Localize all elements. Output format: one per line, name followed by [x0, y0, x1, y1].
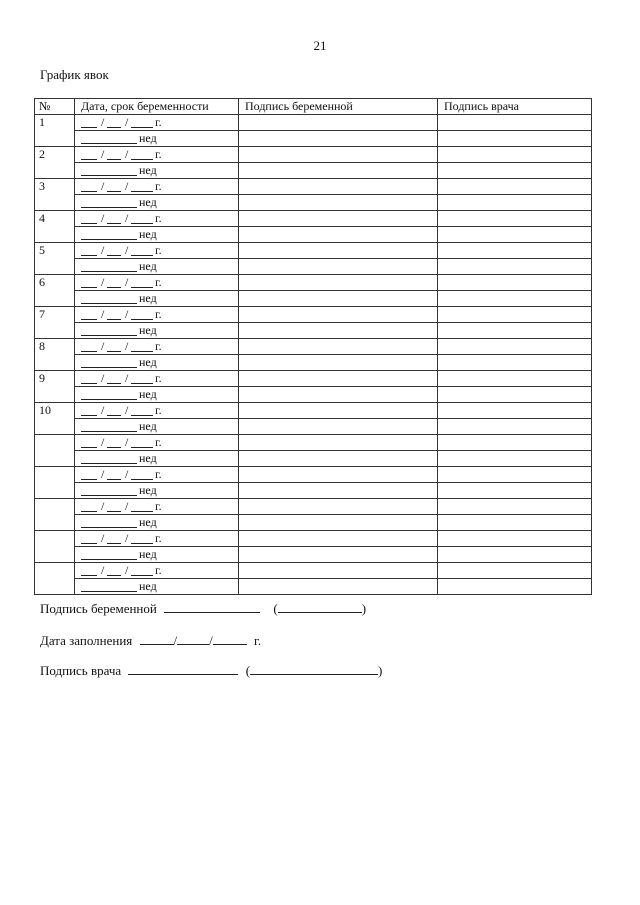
doctor-name-blank[interactable]: [250, 662, 378, 675]
doc-title: График явок: [40, 67, 109, 82]
pregnant-signature-cell[interactable]: [239, 195, 438, 211]
doctor-signature-cell[interactable]: [438, 387, 592, 403]
table-row: [35, 195, 592, 211]
pregnant-name-blank[interactable]: [278, 600, 362, 613]
table-row: [35, 515, 592, 531]
doctor-signature-cell[interactable]: [438, 403, 592, 419]
visit-date-cell[interactable]: [75, 499, 239, 515]
visit-number: 5: [35, 243, 75, 275]
date-sep: /: [125, 211, 129, 225]
date-sep: /: [125, 435, 129, 449]
date-sep: /: [125, 275, 129, 289]
date-day-blank[interactable]: [81, 511, 97, 512]
visit-number: 6: [35, 275, 75, 307]
week-suffix: нед: [139, 259, 157, 273]
date-sep: /: [125, 243, 129, 257]
pregnant-signature-cell[interactable]: [239, 419, 438, 435]
term-weeks-blank[interactable]: [81, 367, 137, 368]
visit-date-cell[interactable]: [75, 275, 239, 291]
pregnant-signature-cell[interactable]: [239, 227, 438, 243]
pregnant-signature-cell[interactable]: [239, 339, 438, 355]
visit-date-cell[interactable]: [75, 563, 239, 579]
table-row: [35, 163, 592, 179]
date-year-blank[interactable]: [131, 127, 153, 128]
term-weeks-blank[interactable]: [81, 559, 137, 560]
pregnant-signature-cell[interactable]: [239, 131, 438, 147]
year-suffix: г.: [155, 243, 162, 257]
date-day-blank[interactable]: [81, 479, 97, 480]
year-suffix: г.: [155, 371, 162, 385]
visit-schedule-table: [34, 98, 592, 595]
visit-number: 1: [35, 115, 75, 147]
date-sep: /: [101, 531, 105, 545]
pregnant-signature-cell[interactable]: [239, 371, 438, 387]
pregnant-signature-cell[interactable]: [239, 115, 438, 131]
date-day-blank[interactable]: [81, 255, 97, 256]
table-row: [35, 259, 592, 275]
week-suffix: нед: [139, 227, 157, 241]
date-day-blank[interactable]: [81, 383, 97, 384]
visit-date-cell[interactable]: [75, 179, 239, 195]
week-suffix: нед: [139, 515, 157, 529]
date-day-blank[interactable]: [81, 127, 97, 128]
pregnant-signature-cell[interactable]: [239, 435, 438, 451]
term-weeks-blank[interactable]: [81, 143, 137, 144]
pregnant-signature-cell[interactable]: [239, 355, 438, 371]
doctor-signature-cell[interactable]: [438, 163, 592, 179]
week-suffix: нед: [139, 451, 157, 465]
date-sep: /: [125, 563, 129, 577]
date-sep: /: [101, 275, 105, 289]
header-pregnant-signature: Подпись беременной: [239, 99, 438, 115]
year-suffix: г.: [155, 435, 162, 449]
date-day-blank[interactable]: [81, 159, 97, 160]
year-suffix: г.: [155, 563, 162, 577]
table-row: [35, 451, 592, 467]
visit-date-cell[interactable]: [75, 211, 239, 227]
date-month-blank[interactable]: [107, 223, 121, 224]
page-number: 21: [313, 38, 327, 53]
pregnancy-term-cell[interactable]: [75, 419, 239, 435]
date-sep: /: [101, 115, 105, 129]
doctor-signature-cell[interactable]: [438, 275, 592, 291]
term-weeks-blank[interactable]: [81, 495, 137, 496]
term-weeks-blank[interactable]: [81, 399, 137, 400]
term-weeks-blank[interactable]: [81, 303, 137, 304]
table-row: [35, 355, 592, 371]
term-weeks-blank[interactable]: [81, 207, 137, 208]
doctor-signature-cell[interactable]: [438, 115, 592, 131]
date-year-blank[interactable]: [131, 479, 153, 480]
pregnancy-term-cell[interactable]: [75, 131, 239, 147]
visit-number: [35, 531, 75, 563]
table-header-row: [35, 99, 592, 115]
pregnancy-term-cell[interactable]: [75, 547, 239, 563]
date-month-blank[interactable]: [107, 511, 121, 512]
doctor-signature-cell[interactable]: [438, 483, 592, 499]
date-sep: /: [125, 403, 129, 417]
term-weeks-blank[interactable]: [81, 271, 137, 272]
date-day-blank[interactable]: [81, 287, 97, 288]
visit-number: 8: [35, 339, 75, 371]
term-weeks-blank[interactable]: [81, 175, 137, 176]
date-year-blank[interactable]: [131, 575, 153, 576]
doctor-signature-cell[interactable]: [438, 371, 592, 387]
pregnant-signature-cell[interactable]: [239, 499, 438, 515]
week-suffix: нед: [139, 291, 157, 305]
table-row: [35, 483, 592, 499]
term-weeks-blank[interactable]: [81, 239, 137, 240]
table-row: [35, 227, 592, 243]
pregnant-signature-blank[interactable]: [164, 600, 260, 613]
week-suffix: нед: [139, 355, 157, 369]
visit-date-cell[interactable]: [75, 307, 239, 323]
date-sep: /: [101, 563, 105, 577]
date-year-blank[interactable]: [131, 319, 153, 320]
visit-number: 10: [35, 403, 75, 435]
table-row: [35, 435, 592, 451]
pregnant-signature-cell[interactable]: [239, 403, 438, 419]
pregnancy-term-cell[interactable]: [75, 291, 239, 307]
doctor-signature-cell[interactable]: [438, 307, 592, 323]
visit-date-cell[interactable]: [75, 403, 239, 419]
date-sep: /: [101, 147, 105, 161]
header-date-term: Дата, срок беременности: [75, 99, 239, 115]
pregnant-signature-cell[interactable]: [239, 323, 438, 339]
table-row: [35, 275, 592, 291]
fill-date-day-blank[interactable]: [140, 632, 174, 645]
year-suffix: г.: [155, 403, 162, 417]
date-year-blank[interactable]: [131, 255, 153, 256]
date-month-blank[interactable]: [107, 319, 121, 320]
table-row: [35, 563, 592, 579]
pregnancy-term-cell[interactable]: [75, 579, 239, 595]
pregnancy-term-cell[interactable]: [75, 515, 239, 531]
week-suffix: нед: [139, 547, 157, 561]
doctor-signature-cell[interactable]: [438, 563, 592, 579]
doctor-signature-cell[interactable]: [438, 195, 592, 211]
doctor-signature-cell[interactable]: [438, 259, 592, 275]
visit-date-cell[interactable]: [75, 435, 239, 451]
term-weeks-blank[interactable]: [81, 527, 137, 528]
date-year-blank[interactable]: [131, 415, 153, 416]
date-sep: /: [101, 499, 105, 513]
pregnancy-term-cell[interactable]: [75, 323, 239, 339]
date-sep: /: [101, 307, 105, 321]
date-sep: /: [125, 371, 129, 385]
term-weeks-blank[interactable]: [81, 335, 137, 336]
week-suffix: нед: [139, 195, 157, 209]
doctor-signature-cell[interactable]: [438, 499, 592, 515]
doctor-signature-cell[interactable]: [438, 131, 592, 147]
date-sep: /: [125, 499, 129, 513]
date-year-blank[interactable]: [131, 351, 153, 352]
table-row: [35, 211, 592, 227]
year-suffix: г.: [155, 147, 162, 161]
pregnant-signature-cell[interactable]: [239, 211, 438, 227]
pregnancy-term-cell[interactable]: [75, 195, 239, 211]
date-sep: /: [101, 211, 105, 225]
fill-date-label: Дата заполнения: [40, 633, 133, 648]
paren-open: (: [273, 601, 278, 616]
table-row: [35, 467, 592, 483]
date-sep: /: [125, 307, 129, 321]
date-sep: /: [101, 339, 105, 353]
year-suffix: г.: [155, 499, 162, 513]
pregnant-signature-line: [40, 600, 366, 617]
year-suffix: г.: [155, 275, 162, 289]
date-year-blank[interactable]: [131, 223, 153, 224]
date-month-blank[interactable]: [107, 159, 121, 160]
date-sep: /: [101, 371, 105, 385]
table-row: [35, 419, 592, 435]
pregnancy-term-cell[interactable]: [75, 227, 239, 243]
visit-number: 2: [35, 147, 75, 179]
year-suffix: г.: [155, 307, 162, 321]
header-doctor-signature: Подпись врача: [438, 99, 592, 115]
week-suffix: нед: [139, 483, 157, 497]
date-year-blank[interactable]: [131, 447, 153, 448]
date-day-blank[interactable]: [81, 543, 97, 544]
week-suffix: нед: [139, 163, 157, 177]
pregnancy-term-cell[interactable]: [75, 355, 239, 371]
week-suffix: нед: [139, 323, 157, 337]
doctor-signature-label: Подпись врача: [40, 663, 122, 678]
year-suffix: г.: [155, 339, 162, 353]
doctor-signature-line: [40, 662, 382, 679]
table-row: [35, 499, 592, 515]
doctor-signature-cell[interactable]: [438, 419, 592, 435]
date-month-blank[interactable]: [107, 383, 121, 384]
date-sep: /: [125, 467, 129, 481]
table-row: [35, 131, 592, 147]
pregnant-signature-cell[interactable]: [239, 147, 438, 163]
date-month-blank[interactable]: [107, 255, 121, 256]
visit-number: [35, 435, 75, 467]
pregnant-signature-cell[interactable]: [239, 547, 438, 563]
year-suffix: г.: [155, 179, 162, 193]
table-row: [35, 547, 592, 563]
week-suffix: нед: [139, 387, 157, 401]
visit-number: [35, 467, 75, 499]
visit-date-cell[interactable]: [75, 371, 239, 387]
table-row: [35, 371, 592, 387]
date-month-blank[interactable]: [107, 127, 121, 128]
date-sep: /: [125, 339, 129, 353]
date-day-blank[interactable]: [81, 351, 97, 352]
date-sep: /: [101, 435, 105, 449]
doctor-signature-cell[interactable]: [438, 323, 592, 339]
date-month-blank[interactable]: [107, 351, 121, 352]
table-row: [35, 179, 592, 195]
date-sep: /: [101, 467, 105, 481]
date-day-blank[interactable]: [81, 223, 97, 224]
doctor-signature-cell[interactable]: [438, 179, 592, 195]
table-row: [35, 115, 592, 131]
pregnant-signature-cell[interactable]: [239, 579, 438, 595]
week-suffix: нед: [139, 579, 157, 593]
pregnancy-term-cell[interactable]: [75, 483, 239, 499]
date-sep: /: [125, 179, 129, 193]
pregnant-signature-cell[interactable]: [239, 531, 438, 547]
visit-number: [35, 563, 75, 595]
fill-date-year-blank[interactable]: [213, 632, 247, 645]
fill-date-line: [40, 632, 261, 649]
visit-date-cell[interactable]: [75, 339, 239, 355]
year-suffix: г.: [155, 115, 162, 129]
date-day-blank[interactable]: [81, 447, 97, 448]
date-month-blank[interactable]: [107, 479, 121, 480]
paren-close: ): [378, 663, 383, 678]
week-suffix: нед: [139, 131, 157, 145]
doctor-signature-blank[interactable]: [128, 662, 238, 675]
date-month-blank[interactable]: [107, 415, 121, 416]
pregnant-signature-cell[interactable]: [239, 483, 438, 499]
pregnancy-term-cell[interactable]: [75, 259, 239, 275]
date-year-blank[interactable]: [131, 383, 153, 384]
visit-number: 4: [35, 211, 75, 243]
fill-date-month-blank[interactable]: [177, 632, 209, 645]
pregnant-signature-cell[interactable]: [239, 243, 438, 259]
doctor-signature-cell[interactable]: [438, 291, 592, 307]
fill-date-sep: /: [173, 633, 178, 648]
table-row: [35, 339, 592, 355]
pregnant-signature-label: Подпись беременной: [40, 601, 157, 616]
doctor-signature-cell[interactable]: [438, 547, 592, 563]
table-row: [35, 531, 592, 547]
doctor-signature-cell[interactable]: [438, 227, 592, 243]
pregnant-signature-cell[interactable]: [239, 515, 438, 531]
date-sep: /: [125, 147, 129, 161]
doctor-signature-cell[interactable]: [438, 579, 592, 595]
visit-number: 7: [35, 307, 75, 339]
date-sep: /: [101, 403, 105, 417]
doctor-signature-cell[interactable]: [438, 515, 592, 531]
year-suffix: г.: [155, 211, 162, 225]
pregnant-signature-cell[interactable]: [239, 291, 438, 307]
pregnant-signature-cell[interactable]: [239, 563, 438, 579]
table-row: [35, 307, 592, 323]
date-month-blank[interactable]: [107, 575, 121, 576]
pregnancy-term-cell[interactable]: [75, 163, 239, 179]
visit-date-cell[interactable]: [75, 531, 239, 547]
visit-number: 3: [35, 179, 75, 211]
doctor-signature-cell[interactable]: [438, 211, 592, 227]
table-row: [35, 579, 592, 595]
date-day-blank[interactable]: [81, 415, 97, 416]
pregnant-signature-cell[interactable]: [239, 259, 438, 275]
date-sep: /: [125, 531, 129, 545]
table-row: [35, 147, 592, 163]
date-sep: /: [101, 179, 105, 193]
doctor-signature-cell[interactable]: [438, 243, 592, 259]
fill-date-sep: /: [209, 633, 213, 648]
date-sep: /: [125, 115, 129, 129]
table-row: [35, 291, 592, 307]
pregnant-signature-cell[interactable]: [239, 163, 438, 179]
doctor-signature-cell[interactable]: [438, 339, 592, 355]
visit-number: 9: [35, 371, 75, 403]
date-month-blank[interactable]: [107, 191, 121, 192]
week-suffix: нед: [139, 419, 157, 433]
visit-date-cell[interactable]: [75, 115, 239, 131]
header-number: №: [35, 99, 75, 115]
date-month-blank[interactable]: [107, 287, 121, 288]
pregnant-signature-cell[interactable]: [239, 179, 438, 195]
doctor-signature-cell[interactable]: [438, 435, 592, 451]
date-day-blank[interactable]: [81, 319, 97, 320]
date-month-blank[interactable]: [107, 543, 121, 544]
year-suffix: г.: [155, 531, 162, 545]
fill-date-suffix: г.: [254, 633, 262, 648]
doctor-signature-cell[interactable]: [438, 451, 592, 467]
visit-number: [35, 499, 75, 531]
table-row: [35, 403, 592, 419]
term-weeks-blank[interactable]: [81, 431, 137, 432]
pregnant-signature-cell[interactable]: [239, 467, 438, 483]
year-suffix: г.: [155, 467, 162, 481]
paren-open: (: [245, 663, 251, 678]
table-row: [35, 243, 592, 259]
pregnancy-term-cell[interactable]: [75, 387, 239, 403]
doctor-signature-cell[interactable]: [438, 467, 592, 483]
date-year-blank[interactable]: [131, 191, 153, 192]
pregnant-signature-cell[interactable]: [239, 387, 438, 403]
date-year-blank[interactable]: [131, 287, 153, 288]
visit-date-cell[interactable]: [75, 467, 239, 483]
pregnant-signature-cell[interactable]: [239, 275, 438, 291]
visit-date-cell[interactable]: [75, 243, 239, 259]
date-year-blank[interactable]: [131, 159, 153, 160]
pregnant-signature-cell[interactable]: [239, 307, 438, 323]
pregnant-signature-cell[interactable]: [239, 451, 438, 467]
table-row: [35, 323, 592, 339]
date-year-blank[interactable]: [131, 543, 153, 544]
paren-close: ): [361, 601, 367, 616]
date-year-blank[interactable]: [131, 511, 153, 512]
date-sep: /: [101, 243, 105, 257]
term-weeks-blank[interactable]: [81, 591, 137, 592]
table-row: [35, 387, 592, 403]
doctor-signature-cell[interactable]: [438, 355, 592, 371]
visit-date-cell[interactable]: [75, 147, 239, 163]
doctor-signature-cell[interactable]: [438, 531, 592, 547]
pregnancy-term-cell[interactable]: [75, 451, 239, 467]
doctor-signature-cell[interactable]: [438, 147, 592, 163]
date-day-blank[interactable]: [81, 191, 97, 192]
term-weeks-blank[interactable]: [81, 463, 137, 464]
date-day-blank[interactable]: [81, 575, 97, 576]
date-month-blank[interactable]: [107, 447, 121, 448]
